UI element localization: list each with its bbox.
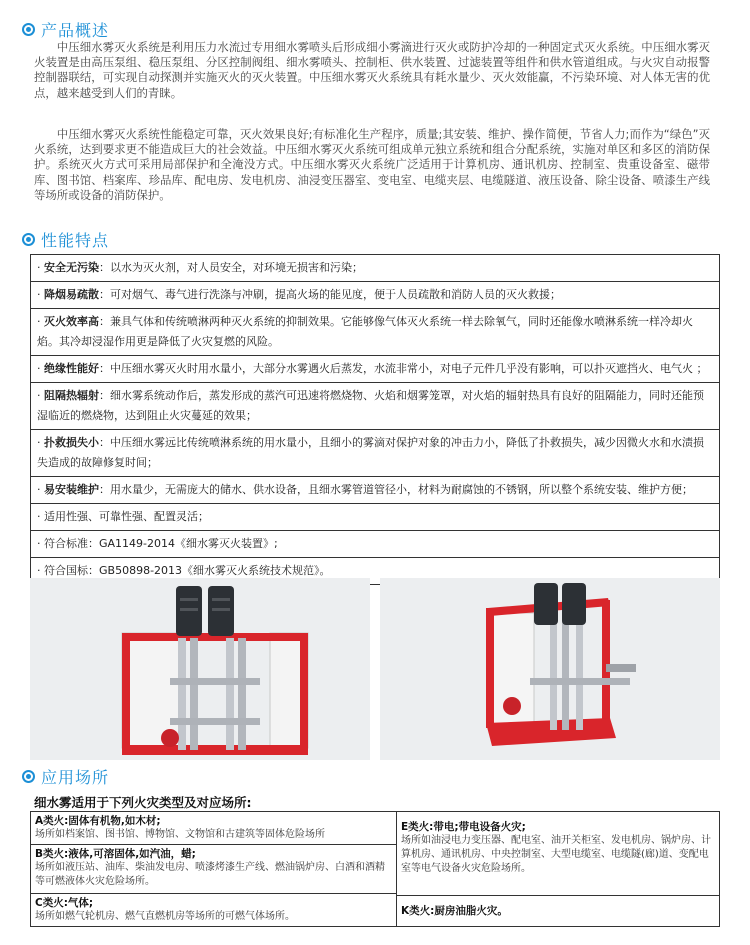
fire-class-c-heading: C类火:气体; xyxy=(35,897,94,909)
feature-row xyxy=(31,383,719,430)
feature-text: ：以水为灭火剂，对人员安全，对环境无损害和污染； xyxy=(99,261,363,274)
bullet-icon: · xyxy=(37,261,41,274)
feature-row xyxy=(31,255,719,282)
section-title-overview: 产品概述 xyxy=(41,21,110,40)
feature-key: 降烟易疏散 xyxy=(44,288,99,301)
bullet-icon: · xyxy=(37,510,41,523)
circle-dot-icon xyxy=(22,23,35,36)
bullet-icon: · xyxy=(37,288,41,301)
fire-class-a-heading: A类火:固体有机物,如木材; xyxy=(35,815,161,827)
feature-row xyxy=(31,282,719,309)
fire-class-c-body: 场所如燃气轮机房、燃气直燃机房等场所的可燃气体场所。 xyxy=(35,911,295,922)
fire-class-a-body: 场所如档案馆、图书馆、博物馆、文物馆和古建筑等固体危险场所 xyxy=(35,829,325,840)
feature-key: 灭火效率高 xyxy=(44,315,99,328)
feature-text: 符合国标：GB50898-2013《细水雾灭火系统技术规范》。 xyxy=(44,564,331,577)
circle-dot-icon xyxy=(22,770,35,783)
bullet-icon: · xyxy=(37,315,41,328)
fire-class-c-cell xyxy=(31,894,396,926)
feature-text: ：可对烟气、毒气进行洗涤与冲刷，提高火场的能见度，便于人员疏散和消防人员的灭火救援； xyxy=(99,288,561,301)
fire-class-a-cell xyxy=(31,812,396,845)
fire-class-k-heading: K类火:厨房油脂火灾。 xyxy=(401,905,508,917)
feature-text: ：细水雾系统动作后，蒸发形成的蒸汽可迅速将燃烧物、火焰和烟雾笼罩，对火焰的辐射热具有良好的阻隔能力，同时还能预湿临近的燃烧物，达到阻止火灾蔓延的效果； xyxy=(37,389,704,422)
feature-text: ：用水量少，无需庞大的储水、供水设备，且细水雾管道管径小，材料为耐腐蚀的不锈钢，所以整个系统安装、维护方便； xyxy=(99,483,693,496)
fire-class-e-heading: E类火:带电;带电设备火灾; xyxy=(401,821,526,833)
fire-table-title: 细水雾适用于下列火灾类型及对应场所: xyxy=(34,795,252,810)
product-photo-side xyxy=(380,578,720,760)
fire-class-b-body: 场所如液压站、油库、柴油发电房、喷漆烤漆生产线、燃油锅炉房、白酒和酒精等可燃液体火灾危险场所。 xyxy=(35,862,385,888)
bullet-icon: · xyxy=(37,537,41,550)
fire-class-b-cell xyxy=(31,845,396,894)
section-header-features xyxy=(22,228,109,251)
fire-class-e-body: 场所如油浸电力变压器、配电室、油开关柜室、发电机房、锅炉房、计算机房、通讯机房、中央控制室、大型电缆室、电缆隧(廊)道、变配电室等电气设备火灾危险场所。 xyxy=(401,835,711,874)
feature-key: 阻隔热辐射 xyxy=(44,389,99,402)
overview-paragraph-1: 中压细水雾灭火系统是利用压力水流过专用细水雾喷头后形成细小雾滴进行灭火或防护冷却的一种固定式灭火系统。中压细水雾灭火装置是由高压泵组、稳压泵组、分区控制阀组、细水雾喷头、控制柜、供水装置、过滤装置等组件和供水管道组成。与火灾自动报警控制器联结，可实现自动探测并实施灭火的灭火装置。中压细水雾灭火系统具有耗水量少、灭火效能赢，不污染环境、对人体无害的优点，越来越受到人们的青睐。 xyxy=(34,40,710,100)
feature-row xyxy=(31,430,719,477)
product-photo-front xyxy=(30,578,370,760)
fire-class-k-cell xyxy=(397,896,719,926)
feature-row xyxy=(31,477,719,504)
bullet-icon: · xyxy=(37,436,41,449)
fire-table-left-column xyxy=(31,812,397,926)
feature-row xyxy=(31,309,719,356)
section-header-overview xyxy=(22,18,109,41)
feature-row xyxy=(31,531,719,558)
section-title-features: 性能特点 xyxy=(41,231,110,250)
feature-text: 符合标准：GA1149-2014《细水雾灭火装置》; xyxy=(44,537,278,550)
feature-key: 安全无污染 xyxy=(44,261,99,274)
fire-class-b-heading: B类火:液体,可溶固体,如汽油，蜡; xyxy=(35,848,196,861)
overview-paragraph-2: 中压细水雾灭火系统性能稳定可靠，灭火效果良好;有标准化生产程序，质量;其安装、维护、操作简便，节省人力;而作为“绿色”灭火系统，达到要求更不能造成巨大的社会效益。中压细水雾灭火系统可组成单元独立系统和组合分配系统，实施对单区和多区的消防保护。系统灭火方式可采用局部保护和全淹没方式。中压细水雾灭火系统广泛适用于计算机房、通讯机房、控制室、贵重设备室、磁带库、图书馆、档案库、珍品库、配电房、发电机房、油浸变压器室、变电室、电缆夹层、电缆隧道、液压设备、除尘设备、喷漆生产线等场所或设备的消防保护。 xyxy=(34,127,710,202)
feature-row xyxy=(31,504,719,531)
feature-key: 扑救损失小 xyxy=(44,436,99,449)
bullet-icon: · xyxy=(37,362,41,375)
feature-text: ：中压细水雾远比传统喷淋系统的用水量小，且细小的雾滴对保护对象的冲击力小，降低了扑救损失，减少因微火水和水渍损失造成的故障修复时间； xyxy=(37,436,704,469)
fire-type-table xyxy=(30,811,720,927)
feature-key: 绝缘性能好 xyxy=(44,362,99,375)
circle-dot-icon xyxy=(22,233,35,246)
bullet-icon: · xyxy=(37,564,41,577)
features-table xyxy=(30,254,720,585)
bullet-icon: · xyxy=(37,483,41,496)
fire-class-e-cell xyxy=(397,812,719,896)
feature-text: ：中压细水雾灭火时用水量小，大部分水雾遇火后蒸发，水流非常小，对电子元件几乎没有影响，可以扑灭遮挡火、电气火 ； xyxy=(99,362,708,375)
feature-row xyxy=(31,356,719,383)
feature-text: 适用性强、可靠性强、配置灵活； xyxy=(44,510,209,523)
bullet-icon: · xyxy=(37,389,41,402)
section-header-application xyxy=(22,765,109,788)
section-title-application: 应用场所 xyxy=(41,768,110,787)
feature-key: 易安装维护 xyxy=(44,483,99,496)
fire-table-right-column xyxy=(397,812,719,926)
feature-text: ：兼具气体和传统喷淋两种灭火系统的抑制效果。它能够像气体灭火系统一样去除氧气，同时还能像水喷淋系统一样冷却火焰。其冷却浸湿作用更是降低了火灾复燃的风险。 xyxy=(37,315,693,348)
